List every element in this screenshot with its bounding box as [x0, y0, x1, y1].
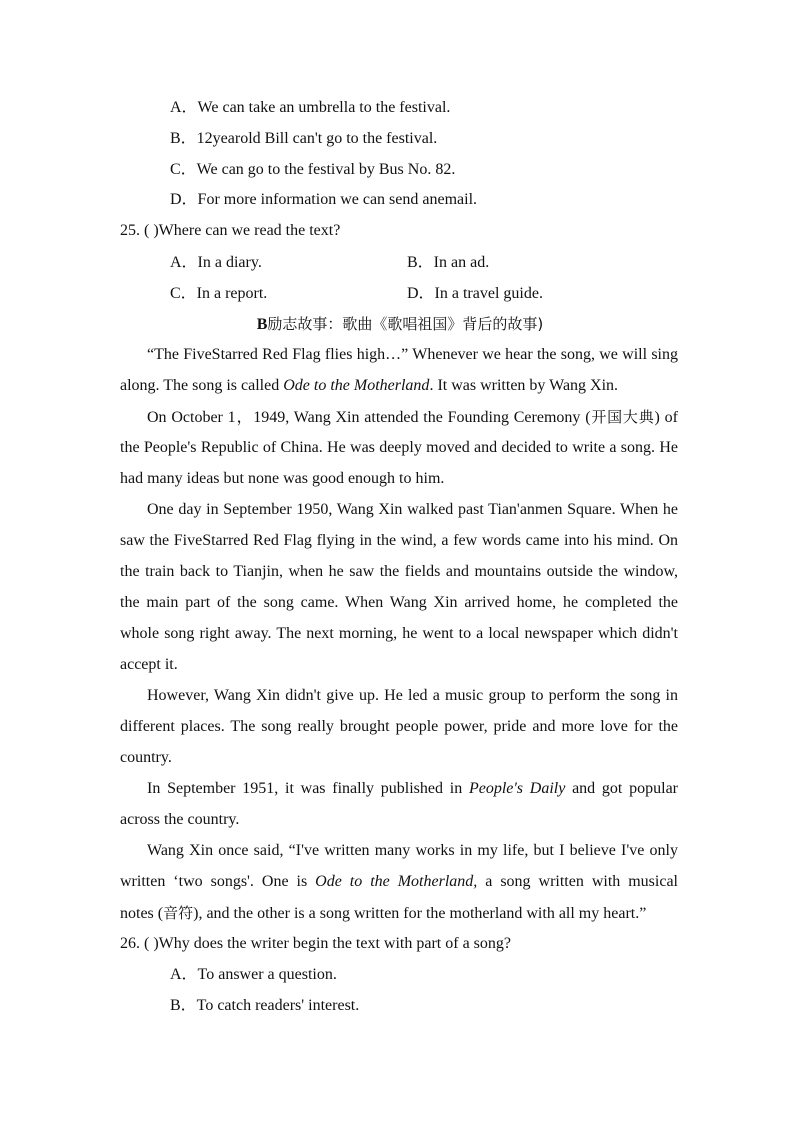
q25-option-a: A．In a diary.	[170, 254, 262, 271]
q24-option-d: D．For more information we can send anemail.	[170, 191, 478, 208]
newspaper-title: People's Daily	[468, 780, 566, 797]
text-run: ), and the other is a song written for the motherland with all my heart.”	[193, 905, 647, 922]
passage-p3-line1: One day in September 1950, Wang Xin walked past Tian'anmen Square. When he	[147, 501, 678, 518]
passage-p5-line2: across the country.	[120, 811, 240, 828]
q26-stem: 26. ( )Why does the writer begin the text with part of a song?	[120, 935, 511, 952]
text-run: . It was written by Wang Xin.	[429, 377, 619, 394]
passage-p4-line2: different places. The song really brought people power, pride and more love for the	[120, 718, 678, 735]
q24-option-b: B．12yearold Bill can't go to the festival.	[170, 130, 438, 147]
passage-p2-line1	[147, 407, 678, 428]
passage-p3-line2: saw the FiveStarred Red Flag flying in the wind, a few words came into his mind. On	[120, 532, 678, 549]
passage-p6-line1: Wang Xin once said, “I've written many works in my life, but I believe I've only	[147, 842, 678, 859]
chinese-gloss: 音符	[163, 904, 194, 922]
chinese-gloss: 开国大典	[590, 408, 655, 426]
passage-p1-line2	[120, 376, 618, 396]
passage-p3-line3: the train back to Tianjin, when he saw the fields and mountains outside the window,	[120, 563, 678, 580]
passage-p1-line1: “The FiveStarred Red Flag flies high…” Whenever we hear the song, we will sing	[147, 346, 678, 363]
text-run: notes (	[120, 905, 164, 922]
text-run: a song written with musical	[477, 873, 678, 890]
passage-p4-line3: country.	[120, 749, 172, 766]
song-title: Ode to the Motherland	[283, 377, 430, 394]
text-run: along. The song is called	[120, 377, 284, 394]
q24-option-a: A．We can take an umbrella to the festival.	[170, 99, 451, 116]
q26-option-b: B．To catch readers' interest.	[170, 997, 360, 1014]
section-b-letter: B	[256, 316, 268, 333]
q25-option-d: D．In a travel guide.	[407, 285, 543, 302]
text-run: written ‘two songs'. One is	[120, 873, 316, 890]
passage-p4-line1: However, Wang Xin didn't give up. He led a music group to perform the song in	[147, 687, 678, 704]
passage-p3-line4: the main part of the song came. When Wang Xin arrived home, he completed the	[120, 594, 678, 611]
text-run: ) of	[654, 409, 678, 426]
passage-p3-line5: whole song right away. The next morning, he went to a local newspaper which didn't	[120, 625, 678, 642]
text-run: On October 1，1949, Wang Xin attended the Founding Ceremony (	[147, 409, 591, 426]
q25-option-b: B．In an ad.	[407, 254, 490, 271]
q26-option-a: A．To answer a question.	[170, 966, 337, 983]
passage-p5-line1	[147, 779, 678, 799]
passage-p3-line6: accept it.	[120, 656, 178, 673]
section-b-title	[0, 314, 800, 335]
text-run: and got popular	[565, 780, 678, 797]
passage-p2-line3: had many ideas but none was good enough to him.	[120, 470, 445, 487]
section-b-title-text: 励志故事：歌曲《歌唱祖国》背后的故事)	[267, 315, 544, 333]
q25-stem: 25. ( )Where can we read the text?	[120, 222, 341, 239]
song-title: Ode to the Motherland,	[315, 873, 478, 890]
q25-option-c: C．In a report.	[170, 285, 268, 302]
text-run: In September 1951, it was finally published in	[147, 780, 469, 797]
passage-p6-line3	[120, 903, 646, 924]
q24-option-c: C．We can go to the festival by Bus No. 82.	[170, 161, 456, 178]
passage-p2-line2: the People's Republic of China. He was deeply moved and decided to write a song. He	[120, 439, 678, 456]
passage-p6-line2	[120, 872, 678, 892]
